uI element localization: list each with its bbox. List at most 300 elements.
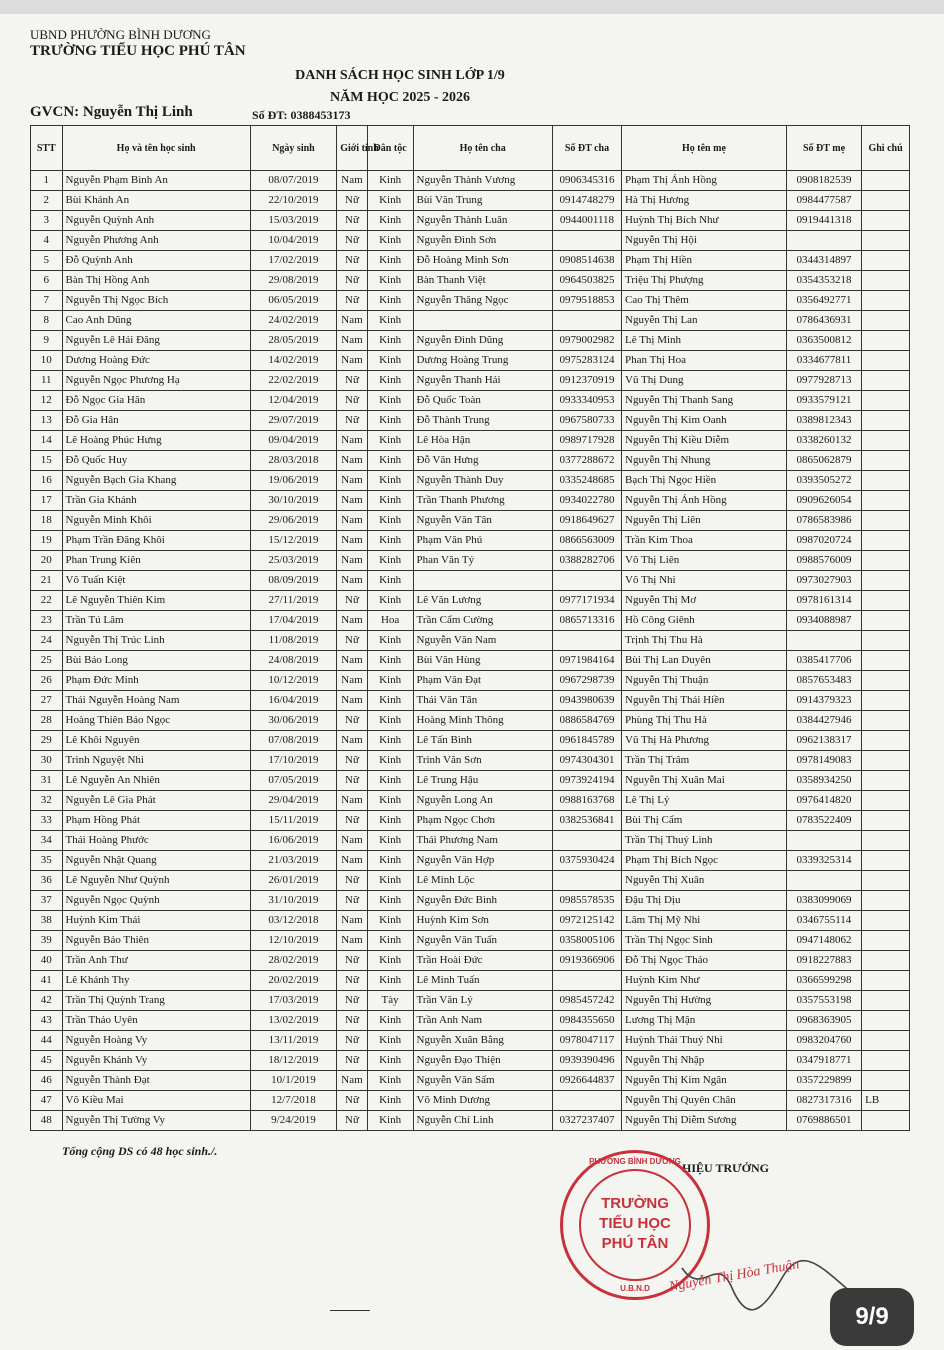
col-header-name: Họ và tên học sinh xyxy=(62,126,250,171)
father-name: Lê Trung Hậu xyxy=(413,771,552,791)
student-ethnic: Kinh xyxy=(367,191,413,211)
table-row xyxy=(31,1111,910,1131)
mother-name: Phan Thị Hoa xyxy=(622,351,787,371)
table-row xyxy=(31,531,910,551)
student-gender: Nam xyxy=(337,931,368,951)
table-row xyxy=(31,671,910,691)
student-ethnic: Kinh xyxy=(367,1111,413,1131)
table-row xyxy=(31,971,910,991)
student-dob: 27/11/2019 xyxy=(250,591,336,611)
mother-name: Võ Thị Nhi xyxy=(622,571,787,591)
student-note xyxy=(862,391,910,411)
father-phone: 0912370919 xyxy=(552,371,621,391)
mother-name: Lâm Thị Mỹ Nhi xyxy=(622,911,787,931)
student-gender: Nam xyxy=(337,311,368,331)
mother-phone: 0383099069 xyxy=(786,891,861,911)
student-stt: 10 xyxy=(31,351,63,371)
mother-name: Nguyễn Thị Thái Hiền xyxy=(622,691,787,711)
col-header-dob: Ngày sinh xyxy=(250,126,336,171)
mother-name: Vũ Thị Dung xyxy=(622,371,787,391)
mother-phone: 0988576009 xyxy=(786,551,861,571)
mother-name: Bùi Thị Lan Duyên xyxy=(622,651,787,671)
student-rows xyxy=(31,171,910,1131)
table-row xyxy=(31,751,910,771)
student-note xyxy=(862,351,910,371)
student-gender: Nữ xyxy=(337,1011,368,1031)
mother-name: Nguyễn Thị Nhập xyxy=(622,1051,787,1071)
father-phone: 0961845789 xyxy=(552,731,621,751)
mother-name: Trần Kim Thoa xyxy=(622,531,787,551)
table-row xyxy=(31,551,910,571)
student-stt: 38 xyxy=(31,911,63,931)
father-name: Đỗ Văn Hưng xyxy=(413,451,552,471)
mother-phone: 0385417706 xyxy=(786,651,861,671)
father-phone: 0908514638 xyxy=(552,251,621,271)
student-name: Phan Trung Kiên xyxy=(62,551,250,571)
student-note xyxy=(862,991,910,1011)
student-name: Nguyễn Phương Anh xyxy=(62,231,250,251)
table-header-row xyxy=(31,126,910,171)
father-phone: 0943980639 xyxy=(552,691,621,711)
mother-phone: 0865062879 xyxy=(786,451,861,471)
father-name: Nguyễn Văn Nam xyxy=(413,631,552,651)
table-row xyxy=(31,911,910,931)
mother-phone: 0973027903 xyxy=(786,571,861,591)
mother-name: Nguyễn Thị Quyên Chân xyxy=(622,1091,787,1111)
student-gender: Nam xyxy=(337,671,368,691)
student-note xyxy=(862,1071,910,1091)
father-phone: 0934022780 xyxy=(552,491,621,511)
mother-name: Nguyễn Thị Nhung xyxy=(622,451,787,471)
student-dob: 13/02/2019 xyxy=(250,1011,336,1031)
student-gender: Nữ xyxy=(337,291,368,311)
father-phone: 0933340953 xyxy=(552,391,621,411)
student-gender: Nữ xyxy=(337,1111,368,1131)
student-ethnic: Kinh xyxy=(367,751,413,771)
father-phone: 0865713316 xyxy=(552,611,621,631)
student-note xyxy=(862,691,910,711)
father-name: Bùi Văn Hùng xyxy=(413,651,552,671)
student-dob: 28/05/2019 xyxy=(250,331,336,351)
student-dob: 15/12/2019 xyxy=(250,531,336,551)
father-phone: 0977171934 xyxy=(552,591,621,611)
student-dob: 28/03/2018 xyxy=(250,451,336,471)
student-ethnic: Kinh xyxy=(367,251,413,271)
student-stt: 17 xyxy=(31,491,63,511)
table-row xyxy=(31,271,910,291)
student-dob: 16/04/2019 xyxy=(250,691,336,711)
student-stt: 18 xyxy=(31,511,63,531)
student-ethnic: Kinh xyxy=(367,931,413,951)
mother-phone: 0968363905 xyxy=(786,1011,861,1031)
student-name: Nguyễn Thị Tường Vy xyxy=(62,1111,250,1131)
mother-phone: 0363500812 xyxy=(786,331,861,351)
footer-dash xyxy=(330,1310,370,1311)
mother-phone: 0983204760 xyxy=(786,1031,861,1051)
table-row xyxy=(31,251,910,271)
student-dob: 15/11/2019 xyxy=(250,811,336,831)
father-name: Phạm Văn Phú xyxy=(413,531,552,551)
mother-name: Nguyễn Thị Kim Ngân xyxy=(622,1071,787,1091)
father-name: Nguyễn Thanh Hải xyxy=(413,371,552,391)
father-phone: 0979518853 xyxy=(552,291,621,311)
father-phone: 0886584769 xyxy=(552,711,621,731)
student-dob: 08/09/2019 xyxy=(250,571,336,591)
student-gender: Nam xyxy=(337,471,368,491)
student-dob: 24/02/2019 xyxy=(250,311,336,331)
student-dob: 12/04/2019 xyxy=(250,391,336,411)
mother-name: Nguyễn Thị Liên xyxy=(622,511,787,531)
student-stt: 32 xyxy=(31,791,63,811)
student-ethnic: Kinh xyxy=(367,391,413,411)
student-note xyxy=(862,731,910,751)
father-phone: 0919366906 xyxy=(552,951,621,971)
student-stt: 14 xyxy=(31,431,63,451)
table-row xyxy=(31,511,910,531)
father-name: Lê Tấn Bình xyxy=(413,731,552,751)
father-name: Nguyễn Văn Sấm xyxy=(413,1071,552,1091)
mother-phone: 0934088987 xyxy=(786,611,861,631)
table-row xyxy=(31,431,910,451)
mother-name: Võ Thị Liên xyxy=(622,551,787,571)
student-note xyxy=(862,431,910,451)
table-row xyxy=(31,1031,910,1051)
father-phone: 0944001118 xyxy=(552,211,621,231)
father-phone: 0382536841 xyxy=(552,811,621,831)
table-row xyxy=(31,731,910,751)
mother-name: Nguyễn Thị Hường xyxy=(622,991,787,1011)
father-name: Dương Hoàng Trung xyxy=(413,351,552,371)
table-row xyxy=(31,191,910,211)
father-name: Đỗ Hoàng Minh Sơn xyxy=(413,251,552,271)
student-note xyxy=(862,271,910,291)
student-dob: 30/06/2019 xyxy=(250,711,336,731)
student-name: Nguyễn Bảo Thiên xyxy=(62,931,250,951)
student-name: Đỗ Quốc Huy xyxy=(62,451,250,471)
mother-name: Vũ Thị Hà Phương xyxy=(622,731,787,751)
student-gender: Nam xyxy=(337,691,368,711)
mother-phone: 0908182539 xyxy=(786,171,861,191)
student-ethnic: Kinh xyxy=(367,651,413,671)
student-name: Phạm Hồng Phát xyxy=(62,811,250,831)
student-dob: 19/06/2019 xyxy=(250,471,336,491)
school-name: TRƯỜNG TIỂU HỌC PHÚ TÂN xyxy=(30,43,246,59)
father-phone: 0906345316 xyxy=(552,171,621,191)
father-name: Đỗ Quốc Toàn xyxy=(413,391,552,411)
student-dob: 26/01/2019 xyxy=(250,871,336,891)
student-dob: 20/02/2019 xyxy=(250,971,336,991)
student-dob: 22/10/2019 xyxy=(250,191,336,211)
total-count: Tổng cộng DS có 48 học sinh./. xyxy=(62,1144,218,1158)
student-stt: 26 xyxy=(31,671,63,691)
student-stt: 25 xyxy=(31,651,63,671)
student-gender: Nữ xyxy=(337,711,368,731)
student-dob: 15/03/2019 xyxy=(250,211,336,231)
father-name: Đỗ Thành Trung xyxy=(413,411,552,431)
student-note xyxy=(862,811,910,831)
student-ethnic: Kinh xyxy=(367,511,413,531)
student-note: LB xyxy=(862,1091,910,1111)
student-ethnic: Kinh xyxy=(367,1051,413,1071)
mother-name: Nguyễn Thị Ánh Hồng xyxy=(622,491,787,511)
student-dob: 30/10/2019 xyxy=(250,491,336,511)
student-ethnic: Tày xyxy=(367,991,413,1011)
mother-phone: 0334677811 xyxy=(786,351,861,371)
student-gender: Nữ xyxy=(337,251,368,271)
student-ethnic: Kinh xyxy=(367,291,413,311)
father-phone: 0939390496 xyxy=(552,1051,621,1071)
student-dob: 21/03/2019 xyxy=(250,851,336,871)
student-stt: 11 xyxy=(31,371,63,391)
father-name: Nguyễn Đình Sơn xyxy=(413,231,552,251)
student-gender: Nam xyxy=(337,651,368,671)
student-note xyxy=(862,371,910,391)
father-phone: 0358005106 xyxy=(552,931,621,951)
father-phone: 0988163768 xyxy=(552,791,621,811)
father-phone: 0972125142 xyxy=(552,911,621,931)
table-row xyxy=(31,471,910,491)
table-row xyxy=(31,831,910,851)
mother-name: Hồ Công Giênh xyxy=(622,611,787,631)
mother-name: Huỳnh Thị Bích Như xyxy=(622,211,787,231)
student-dob: 10/04/2019 xyxy=(250,231,336,251)
mother-phone xyxy=(786,231,861,251)
student-ethnic: Kinh xyxy=(367,631,413,651)
student-stt: 21 xyxy=(31,571,63,591)
student-note xyxy=(862,851,910,871)
mother-name: Đỗ Thị Ngọc Thảo xyxy=(622,951,787,971)
student-name: Nguyễn Quỳnh Anh xyxy=(62,211,250,231)
father-phone: 0985457242 xyxy=(552,991,621,1011)
col-header-stt: STT xyxy=(31,126,63,171)
father-name: Võ Minh Dương xyxy=(413,1091,552,1111)
student-ethnic: Kinh xyxy=(367,411,413,431)
mother-phone: 0357553198 xyxy=(786,991,861,1011)
student-stt: 39 xyxy=(31,931,63,951)
student-note xyxy=(862,571,910,591)
father-phone xyxy=(552,571,621,591)
student-stt: 31 xyxy=(31,771,63,791)
student-name: Huỳnh Kim Thái xyxy=(62,911,250,931)
col-header-note: Ghi chú xyxy=(862,126,910,171)
student-stt: 29 xyxy=(31,731,63,751)
mother-name: Nguyễn Thị Thanh Sang xyxy=(622,391,787,411)
student-gender: Nữ xyxy=(337,191,368,211)
student-stt: 44 xyxy=(31,1031,63,1051)
student-note xyxy=(862,511,910,531)
student-ethnic: Kinh xyxy=(367,671,413,691)
father-name: Huỳnh Kim Sơn xyxy=(413,911,552,931)
table-row xyxy=(31,1091,910,1111)
student-gender: Nữ xyxy=(337,771,368,791)
student-note xyxy=(862,1011,910,1031)
mother-phone: 0769886501 xyxy=(786,1111,861,1131)
student-ethnic: Kinh xyxy=(367,171,413,191)
mother-phone: 0354353218 xyxy=(786,271,861,291)
student-gender: Nam xyxy=(337,731,368,751)
student-stt: 45 xyxy=(31,1051,63,1071)
student-ethnic: Kinh xyxy=(367,811,413,831)
student-stt: 28 xyxy=(31,711,63,731)
mother-name: Huỳnh Thái Thuý Nhi xyxy=(622,1031,787,1051)
table-row xyxy=(31,951,910,971)
mother-phone xyxy=(786,871,861,891)
father-phone: 0335248685 xyxy=(552,471,621,491)
student-ethnic: Kinh xyxy=(367,551,413,571)
father-name: Thái Phương Nam xyxy=(413,831,552,851)
student-dob: 31/10/2019 xyxy=(250,891,336,911)
student-name: Nguyễn Lê Gia Phát xyxy=(62,791,250,811)
student-ethnic: Kinh xyxy=(367,951,413,971)
student-note xyxy=(862,411,910,431)
student-name: Nguyễn Thị Trúc Linh xyxy=(62,631,250,651)
father-name: Lê Minh Tuấn xyxy=(413,971,552,991)
student-gender: Nữ xyxy=(337,1091,368,1111)
student-stt: 2 xyxy=(31,191,63,211)
student-dob: 9/24/2019 xyxy=(250,1111,336,1131)
student-ethnic: Kinh xyxy=(367,731,413,751)
student-name: Nguyễn Ngọc Quỳnh xyxy=(62,891,250,911)
student-dob: 17/10/2019 xyxy=(250,751,336,771)
student-note xyxy=(862,931,910,951)
student-note xyxy=(862,551,910,571)
mother-phone: 0347918771 xyxy=(786,1051,861,1071)
student-gender: Nam xyxy=(337,351,368,371)
mother-phone: 0356492771 xyxy=(786,291,861,311)
student-gender: Nữ xyxy=(337,951,368,971)
student-ethnic: Kinh xyxy=(367,1011,413,1031)
page-indicator[interactable]: 9/9 xyxy=(830,1288,914,1346)
student-name: Nguyễn Lê Hải Đăng xyxy=(62,331,250,351)
student-stt: 19 xyxy=(31,531,63,551)
student-ethnic: Kinh xyxy=(367,1071,413,1091)
father-phone: 0984355650 xyxy=(552,1011,621,1031)
student-gender: Nữ xyxy=(337,891,368,911)
student-stt: 5 xyxy=(31,251,63,271)
ubnd-label: UBND PHƯỜNG BÌNH DƯƠNG xyxy=(30,27,211,42)
mother-name: Triệu Thị Phượng xyxy=(622,271,787,291)
table-row xyxy=(31,991,910,1011)
table-row xyxy=(31,211,910,231)
student-stt: 9 xyxy=(31,331,63,351)
student-note xyxy=(862,451,910,471)
student-dob: 08/07/2019 xyxy=(250,171,336,191)
student-name: Nguyễn Khánh Vy xyxy=(62,1051,250,1071)
father-phone: 0388282706 xyxy=(552,551,621,571)
student-name: Đỗ Ngọc Gia Hân xyxy=(62,391,250,411)
student-name: Thái Hoàng Phước xyxy=(62,831,250,851)
mother-phone: 0389812343 xyxy=(786,411,861,431)
student-gender: Nữ xyxy=(337,1051,368,1071)
father-phone: 0375930424 xyxy=(552,851,621,871)
student-dob: 29/06/2019 xyxy=(250,511,336,531)
father-phone: 0914748279 xyxy=(552,191,621,211)
table-row xyxy=(31,691,910,711)
table-row xyxy=(31,331,910,351)
student-gender: Nữ xyxy=(337,391,368,411)
stamp-line3: PHÚ TÂN xyxy=(601,1235,669,1252)
father-name: Nguyễn Thăng Ngọc xyxy=(413,291,552,311)
student-dob: 06/05/2019 xyxy=(250,291,336,311)
mother-phone: 0344314897 xyxy=(786,251,861,271)
student-dob: 10/1/2019 xyxy=(250,1071,336,1091)
student-name: Đỗ Gia Hân xyxy=(62,411,250,431)
student-gender: Nữ xyxy=(337,811,368,831)
student-note xyxy=(862,191,910,211)
student-name: Phạm Đức Minh xyxy=(62,671,250,691)
table-row xyxy=(31,411,910,431)
father-phone: 0979002982 xyxy=(552,331,621,351)
mother-name: Nguyễn Thị Hội xyxy=(622,231,787,251)
father-phone: 0985578535 xyxy=(552,891,621,911)
mother-phone: 0909626054 xyxy=(786,491,861,511)
father-name: Nguyễn Văn Tân xyxy=(413,511,552,531)
mother-name: Trần Thị Trâm xyxy=(622,751,787,771)
mother-phone: 0346755114 xyxy=(786,911,861,931)
student-dob: 17/04/2019 xyxy=(250,611,336,631)
student-ethnic: Kinh xyxy=(367,771,413,791)
student-stt: 8 xyxy=(31,311,63,331)
student-name: Lê Nguyễn Như Quỳnh xyxy=(62,871,250,891)
teacher-phone: Số ĐT: 0388453173 xyxy=(252,108,351,122)
student-dob: 12/10/2019 xyxy=(250,931,336,951)
student-gender: Nữ xyxy=(337,971,368,991)
mother-name: Nguyễn Thị Thuận xyxy=(622,671,787,691)
student-name: Lê Nguyễn Thiên Kim xyxy=(62,591,250,611)
student-ethnic: Kinh xyxy=(367,431,413,451)
mother-name: Huỳnh Kim Như xyxy=(622,971,787,991)
table-row xyxy=(31,611,910,631)
mother-phone: 0977928713 xyxy=(786,371,861,391)
student-stt: 40 xyxy=(31,951,63,971)
student-dob: 25/03/2019 xyxy=(250,551,336,571)
student-ethnic: Kinh xyxy=(367,471,413,491)
mother-phone: 0783522409 xyxy=(786,811,861,831)
student-dob: 28/02/2019 xyxy=(250,951,336,971)
student-gender: Nam xyxy=(337,451,368,471)
student-gender: Nam xyxy=(337,551,368,571)
student-gender: Nữ xyxy=(337,631,368,651)
student-stt: 41 xyxy=(31,971,63,991)
student-gender: Nữ xyxy=(337,871,368,891)
mother-phone: 0987020724 xyxy=(786,531,861,551)
father-phone xyxy=(552,631,621,651)
table-row xyxy=(31,311,910,331)
student-table xyxy=(30,125,910,1131)
student-stt: 1 xyxy=(31,171,63,191)
mother-phone: 0947148062 xyxy=(786,931,861,951)
mother-name: Phùng Thị Thu Hà xyxy=(622,711,787,731)
student-name: Bàn Thị Hồng Anh xyxy=(62,271,250,291)
mother-name: Hà Thị Hương xyxy=(622,191,787,211)
student-dob: 11/08/2019 xyxy=(250,631,336,651)
student-name: Trần Thị Quỳnh Trang xyxy=(62,991,250,1011)
mother-phone: 0984477587 xyxy=(786,191,861,211)
father-name: Nguyễn Thành Duy xyxy=(413,471,552,491)
student-stt: 46 xyxy=(31,1071,63,1091)
mother-name: Bùi Thị Cẩm xyxy=(622,811,787,831)
student-stt: 16 xyxy=(31,471,63,491)
student-ethnic: Kinh xyxy=(367,491,413,511)
student-gender: Nữ xyxy=(337,211,368,231)
father-name: Trần Cẩm Cường xyxy=(413,611,552,631)
student-gender: Nam xyxy=(337,831,368,851)
student-note xyxy=(862,651,910,671)
student-name: Nguyễn Phạm Bình An xyxy=(62,171,250,191)
student-gender: Nam xyxy=(337,531,368,551)
student-stt: 34 xyxy=(31,831,63,851)
student-ethnic: Kinh xyxy=(367,871,413,891)
